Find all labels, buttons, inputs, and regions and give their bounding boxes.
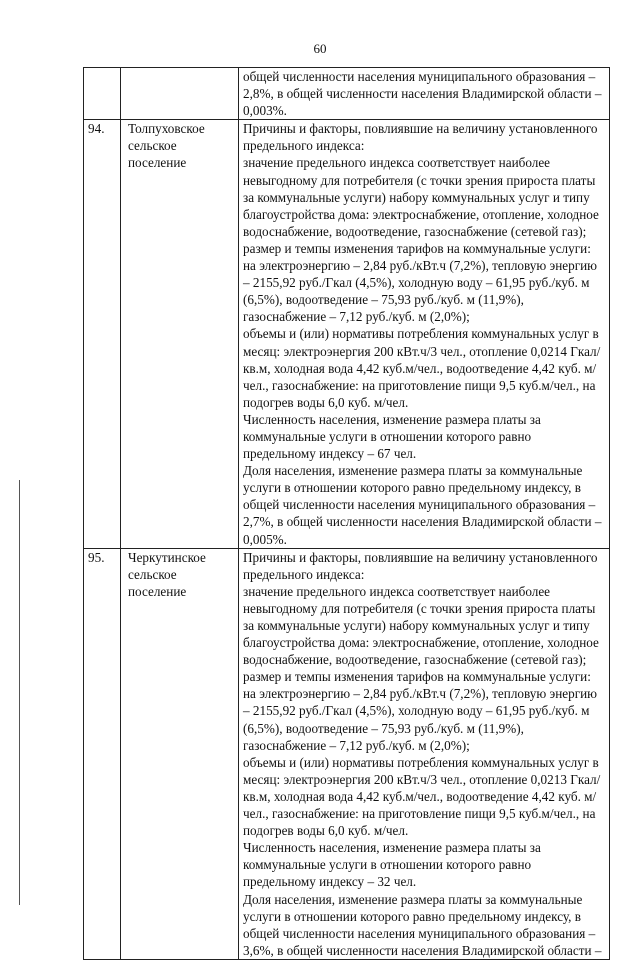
continuation-paragraph: общей численности населения муниципального образования – 2,8%, в общей численности населения Владимирской области – 0,003%. [243, 69, 602, 119]
row-text-cell [239, 120, 610, 548]
paragraph: значение предельного индекса соответствует наиболее невыгодному для потребителя (с точки зрения прироста платы за коммунальные услуги) набору коммунальных услуг и типу благоустройства дома: электроснабжение, отопление, холодное водоснабжение, водоотведение, газоснабжение (сетевой газ); [243, 583, 599, 668]
paragraph: размер и темпы изменения тарифов на коммунальные услуги: на электроэнергию – 2,84 руб./кВт.ч (7,2%), тепловую энергию – 2155,92 руб./Гкал (4,5%), холодную воду – 61,95 руб./куб. м (6,5%), водоотведение – 75,93 руб./куб. м (11,9%), газоснабжение – 7,12 руб./куб. м (2,0%); [243, 240, 598, 325]
row-text-cell [239, 548, 610, 959]
settlement-name: Толпуховское сельское поселение [121, 120, 239, 548]
paragraph: объемы и (или) нормативы потребления коммунальных услуг в месяц: электроэнергия 200 кВт.ч/3 чел., отопление 0,0214 Гкал/кв.м, холодная вода 4,42 куб.м/чел., водоотведение 4,42 куб. м/чел., газоснабжение: на приготовление пищи 9,5 куб.м/чел., на подогрев воды 6,0 куб. м/чел. [243, 326, 601, 410]
data-table [83, 67, 610, 960]
paragraph: Численность населения, изменение размера платы за коммунальные услуги в отношении которого равно предельному индексу – 32 чел. [243, 840, 541, 890]
table-row [84, 120, 610, 548]
paragraph: размер и темпы изменения тарифов на коммунальные услуги: на электроэнергию – 2,84 руб./кВт.ч (7,2%), тепловую энергию – 2155,92 руб./Гкал (4,5%), холодную воду – 61,95 руб./куб. м (6,5%), водоотведение – 75,93 руб./куб. м (11,9%), газоснабжение – 7,12 руб./куб. м (2,0%); [243, 669, 598, 753]
row-name-cell [121, 68, 239, 120]
page-number: 60 [313, 41, 327, 56]
paragraph: Численность населения, изменение размера платы за коммунальные услуги в отношении которого равно предельному индексу – 67 чел. [243, 411, 541, 462]
paragraph: Доля населения, изменение размера платы за коммунальные услуги в отношении которого равно предельному индексу, в общей численности населения муниципального образования – 3,6%, в общей численности населения Владимирской области – [243, 891, 602, 958]
paragraph: значение предельного индекса соответствует наиболее невыгодному для потребителя (с точки зрения прироста платы за коммунальные услуги) набору коммунальных услуг и типу благоустройства дома: электроснабжение, отопление, холодное водоснабжение, водоотведение, газоснабжение (сетевой газ); [243, 155, 599, 239]
row-number-cell [84, 68, 121, 120]
table-row [84, 548, 610, 959]
paragraph: Доля населения, изменение размера платы за коммунальные услуги в отношении которого равно предельному индексу, в общей численности населения муниципального образования – 2,7%, в общей численности населения Владимирской области – 0,005%. [243, 463, 602, 547]
paragraph: Причины и факторы, повлиявшие на величину установленного предельного индекса: [243, 549, 598, 582]
binding-edge-line [19, 480, 20, 905]
row-number: 94. [84, 120, 121, 548]
paragraph: объемы и (или) нормативы потребления коммунальных услуг в месяц: электроэнергия 200 кВт.ч/3 чел., отопление 0,0213 Гкал/кв.м, холодная вода 4,42 куб.м/чел., водоотведение 4,42 куб. м/чел., газоснабжение: на приготовление пищи 9,5 куб.м/чел., на подогрев воды 6,0 куб. м/чел. [243, 754, 601, 839]
row-number: 95. [84, 548, 121, 959]
table-row-continuation [84, 68, 610, 120]
paragraph: Причины и факторы, повлиявшие на величину установленного предельного индекса: [243, 121, 598, 154]
settlement-name: Черкутинское сельское поселение [121, 548, 239, 959]
row-text-cell [239, 68, 610, 120]
